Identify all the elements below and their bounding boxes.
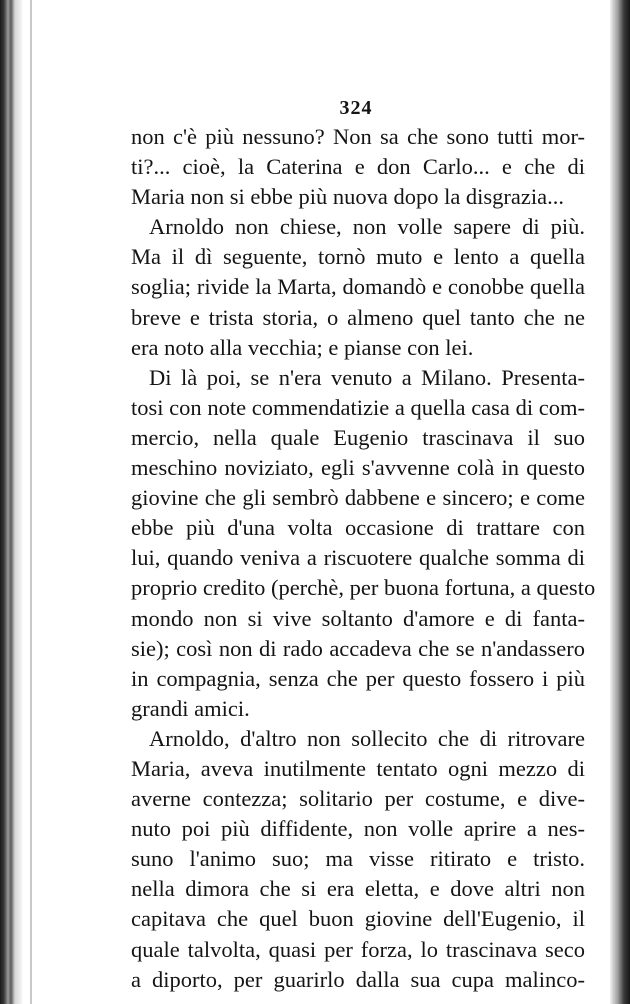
text-line: ebbe più d'una volta occasione di trattare con [131, 515, 585, 541]
text-line: lui, quando veniva a riscuotere qualche somma di [131, 545, 585, 571]
text-line: Maria non si ebbe più nuova dopo la disgrazia... [131, 184, 565, 210]
text-line: Arnoldo, d'altro non sollecito che di ritrovare [149, 725, 585, 751]
body-text [131, 122, 596, 995]
text-line: nuto poi più diffidente, non volle aprire a nes- [131, 816, 585, 842]
text-line: era noto alla vecchia; e pianse con lei. [131, 334, 474, 360]
text-line: ti?... cioè, la Caterina e don Carlo... e che di [131, 154, 585, 180]
text-line: nella dimora che si era eletta, e dove altri non [131, 876, 585, 902]
text-line: proprio credito (perchè, per buona fortuna, a questo [131, 575, 596, 601]
text-line: suno l'animo suo; ma visse ritirato e tristo. [131, 846, 585, 872]
text-line: a diporto, per guarirlo dalla sua cupa malinco- [131, 966, 585, 992]
text-line: giovine che gli sembrò dabbene e sincero; e come [131, 485, 585, 511]
text-line: mondo non si vive soltanto d'amore e di fanta- [131, 605, 585, 631]
text-line: capitava che quel buon giovine dell'Eugenio, il [131, 906, 585, 932]
text-line: Maria, aveva inutilmente tentato ogni mezzo di [131, 755, 585, 781]
gutter-line [30, 0, 32, 1004]
text-line: soglia; rivide la Marta, domandò e conobbe quella [131, 274, 585, 300]
text-line: grandi amici. [131, 695, 250, 721]
book-spine-edge [0, 0, 22, 1004]
text-line: in compagnia, senza che per questo fossero i più [131, 665, 585, 691]
page-right-edge [610, 0, 630, 1004]
text-line: meschino noviziato, egli s'avvenne colà in questo [131, 455, 585, 481]
page-number: 324 [339, 97, 373, 119]
text-line: Di là poi, se n'era venuto a Milano. Presenta- [149, 364, 585, 390]
text-line: quale talvolta, quasi per forza, lo trascinava seco [131, 936, 585, 962]
text-line: tosi con note commendatizie a quella casa di com- [131, 394, 585, 420]
text-line: sie); così non di rado accadeva che se n'andassero [131, 635, 585, 661]
text-line: mercio, nella quale Eugenio trascinava il suo [131, 424, 585, 450]
text-line: averne contezza; solitario per costume, e dive- [131, 786, 585, 812]
text-line: Arnoldo non chiese, non volle sapere di più. [149, 214, 585, 240]
text-line: Ma il dì seguente, tornò muto e lento a quella [131, 244, 585, 270]
text-line: breve e trista storia, o almeno quel tanto che ne [131, 304, 585, 330]
text-line: non c'è più nessuno? Non sa che sono tutti mor- [131, 124, 585, 149]
